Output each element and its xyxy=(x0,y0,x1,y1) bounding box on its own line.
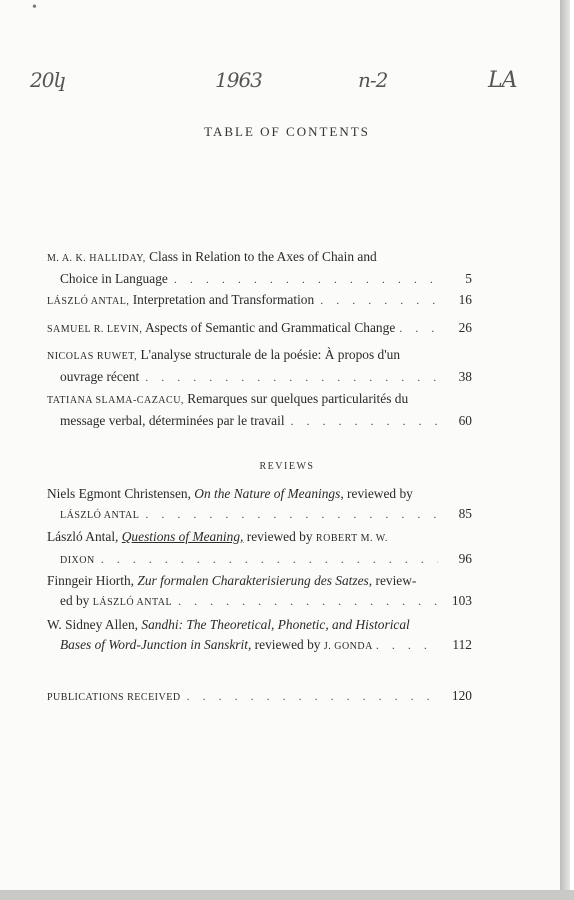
publications-label: PUBLICATIONS RECEIVED xyxy=(47,692,181,703)
review-author: W. Sidney Allen, xyxy=(47,617,139,632)
handwritten-note-1: 20կ xyxy=(30,68,66,92)
reviewed-by-text: reviewed by xyxy=(347,486,413,501)
leader-dots xyxy=(174,269,438,289)
leader-dots xyxy=(187,686,438,706)
review-entry-antal xyxy=(47,527,472,571)
toc-entry-ruwet xyxy=(47,345,472,387)
entry-page: 5 xyxy=(465,271,472,286)
review-entry-hiorth xyxy=(47,571,472,613)
entry-page: 96 xyxy=(458,551,472,566)
entry-author: M. A. K. HALLIDAY, xyxy=(47,253,146,264)
entry-page: 120 xyxy=(451,688,472,703)
entry-page: 38 xyxy=(458,369,472,384)
review-work-cont: Bases of Word-Junction in Sanskrit, xyxy=(60,637,252,652)
reviewed-by-text: review- xyxy=(375,573,417,588)
review-author: Finngeir Hiorth, xyxy=(47,573,135,588)
reviewed-by-text: reviewed by xyxy=(254,637,321,652)
entry-title: L'analyse structurale de la poésie: À propos d'un xyxy=(140,347,401,362)
entry-author: LÁSZLÓ ANTAL, xyxy=(47,296,130,307)
review-work: Sandhi: The Theoretical, Phonetic, and Historical xyxy=(141,617,410,632)
entry-title-cont: ouvrage récent xyxy=(60,369,140,384)
leader-dots xyxy=(145,367,438,387)
leader-dots xyxy=(291,411,438,431)
review-work: Zur formalen Charakterisierung des Satzes, xyxy=(137,573,373,588)
entry-title: Interpretation and Transformation xyxy=(132,292,315,307)
toc-entry-levin xyxy=(47,318,472,340)
toc-entry-halliday xyxy=(47,247,472,289)
handwritten-note-4: LA xyxy=(488,68,517,93)
entry-title-cont: message verbal, déterminées par le travail xyxy=(60,413,285,428)
review-work: Questions of Meaning, xyxy=(121,529,244,544)
leader-dots xyxy=(178,591,438,611)
entry-author: SAMUEL R. LEVIN, xyxy=(47,324,143,335)
reviewer-name: LÁSZLÓ ANTAL xyxy=(60,510,140,521)
page-title: TABLE OF CONTENTS xyxy=(204,124,370,139)
handwritten-note-3: n-2 xyxy=(358,68,388,92)
reviewer-name: J. GONDA xyxy=(323,641,373,652)
review-work: On the Nature of Meanings, xyxy=(194,486,344,501)
review-entry-allen xyxy=(47,615,472,657)
reviewed-by-text-cont: ed by xyxy=(60,593,90,608)
toc-entry-publications xyxy=(47,686,472,708)
entry-author: NICOLAS RUWET, xyxy=(47,351,138,362)
reviews-heading: REVIEWS xyxy=(259,461,315,472)
toc-entry-slama-cazacu xyxy=(47,389,472,431)
entry-page: 26 xyxy=(458,320,472,335)
entry-title: Class in Relation to the Axes of Chain and xyxy=(149,249,377,264)
leader-dots xyxy=(399,318,438,338)
entry-title-cont: Choice in Language xyxy=(60,271,168,286)
reviewer-name: ROBERT M. W. xyxy=(315,533,388,544)
leader-dots xyxy=(376,635,438,655)
entry-page: 112 xyxy=(452,637,472,652)
leader-dots xyxy=(320,290,438,310)
reviewer-name: LÁSZLÓ ANTAL xyxy=(92,597,173,608)
entry-page: 16 xyxy=(458,292,472,307)
leader-dots xyxy=(145,504,438,524)
entry-page: 103 xyxy=(451,593,472,608)
handwritten-note-2: 1963 xyxy=(215,68,262,92)
leader-dots xyxy=(101,549,438,569)
review-author: Niels Egmont Christensen, xyxy=(47,486,191,501)
entry-page: 85 xyxy=(458,506,472,521)
review-author: László Antal, xyxy=(47,529,119,544)
entry-page: 60 xyxy=(458,413,472,428)
entry-author: TATIANA SLAMA-CAZACU, xyxy=(47,395,184,406)
entry-title: Remarques sur quelques particularités du xyxy=(187,391,409,406)
reviewed-by-text: reviewed by xyxy=(246,529,313,544)
review-entry-christensen xyxy=(47,484,472,526)
entry-title: Aspects of Semantic and Grammatical Change xyxy=(145,320,396,335)
toc-entry-antal xyxy=(47,290,472,312)
paper-speck: • xyxy=(32,0,37,15)
reviewer-name-cont: DIXON xyxy=(60,555,95,566)
page-edge-shadow xyxy=(0,890,574,900)
